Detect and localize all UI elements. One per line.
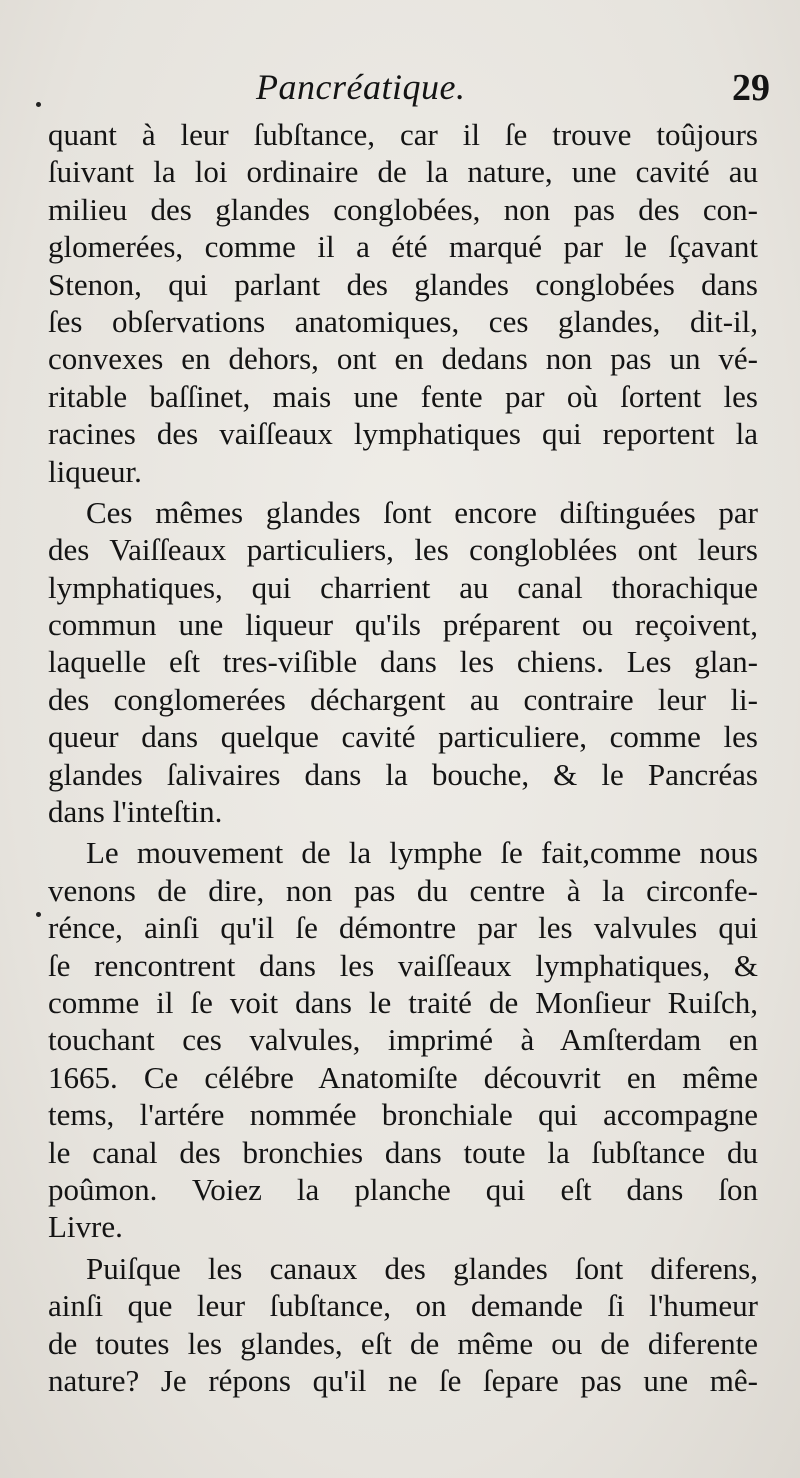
text-line: laquelle eſt tres-viſible dans les chiens. Les glan-	[48, 644, 758, 680]
body-text	[48, 116, 758, 1403]
text-line: Puiſque les canaux des glandes ſont diferens,	[86, 1250, 758, 1286]
text-line: des conglomerées déchargent au contraire leur li-	[48, 681, 758, 717]
text-line: Livre.	[48, 1209, 123, 1245]
text-line: venons de dire, non pas du centre à la circonfe-	[48, 872, 758, 908]
text-line: ſe rencontrent dans les vaiſſeaux lymphatiques, &	[48, 947, 758, 983]
text-line: convexes en dehors, ont en dedans non pas un vé-	[48, 341, 758, 377]
text-line: ſuivant la loi ordinaire de la nature, une cavité au	[48, 154, 758, 190]
text-line: Ces mêmes glandes ſont encore diſtinguées par	[86, 494, 758, 530]
page-header	[48, 66, 770, 122]
text-line: comme il ſe voit dans le traité de Monſieur Ruiſch,	[48, 984, 758, 1020]
text-line: ritable baſſinet, mais une fente par où ſortent les	[48, 378, 758, 414]
text-line: glomerées, comme il a été marqué par le ſçavant	[48, 229, 758, 265]
text-line: ſes obſervations anatomiques, ces glandes, dit-il,	[48, 303, 758, 339]
text-line: commun une liqueur qu'ils préparent ou reçoivent,	[48, 607, 758, 643]
text-line: rénce, ainſi qu'il ſe démontre par les valvules qui	[48, 910, 758, 946]
margin-dot	[36, 102, 41, 107]
margin-dot	[36, 912, 41, 917]
text-line: nature? Je répons qu'il ne ſe ſepare pas une mê-	[48, 1362, 758, 1398]
text-line: 1665. Ce célébre Anatomiſte découvrit en même	[48, 1059, 758, 1095]
text-line: quant à leur ſubſtance, car il ſe trouve toûjours	[48, 117, 758, 152]
text-line: Le mouvement de la lymphe ſe fait,comme nous	[86, 835, 758, 871]
text-line: liqueur.	[48, 453, 142, 489]
text-line: lymphatiques, qui charrient au canal thorachique	[48, 569, 758, 605]
text-line: dans l'inteſtin.	[48, 794, 223, 830]
running-title: Pancréatique.	[256, 67, 466, 107]
text-line: glandes ſalivaires dans la bouche, & le Pancréas	[48, 756, 758, 792]
text-line: de toutes les glandes, eſt de même ou de diferente	[48, 1325, 758, 1361]
paragraph-1	[48, 116, 758, 490]
paragraph-4	[48, 1250, 758, 1400]
text-line: ainſi que leur ſubſtance, on demande ſi l'humeur	[48, 1288, 758, 1324]
text-line: milieu des glandes conglobées, non pas des con-	[48, 191, 758, 227]
text-line: le canal des bronchies dans toute la ſubſtance du	[48, 1134, 758, 1170]
text-line: poûmon. Voiez la planche qui eſt dans ſon	[48, 1171, 758, 1207]
text-line: racines des vaiſſeaux lymphatiques qui reportent la	[48, 416, 758, 452]
page-number: 29	[732, 67, 770, 109]
text-line: tems, l'artére nommée bronchiale qui accompagne	[48, 1097, 758, 1133]
paragraph-3	[48, 834, 758, 1245]
text-line: Stenon, qui parlant des glandes conglobées dans	[48, 266, 758, 302]
text-line: touchant ces valvules, imprimé à Amſterdam en	[48, 1022, 758, 1058]
text-line: des Vaiſſeaux particuliers, les congloblées ont leurs	[48, 532, 758, 568]
text-line: queur dans quelque cavité particuliere, comme les	[48, 719, 758, 755]
paragraph-2	[48, 494, 758, 831]
